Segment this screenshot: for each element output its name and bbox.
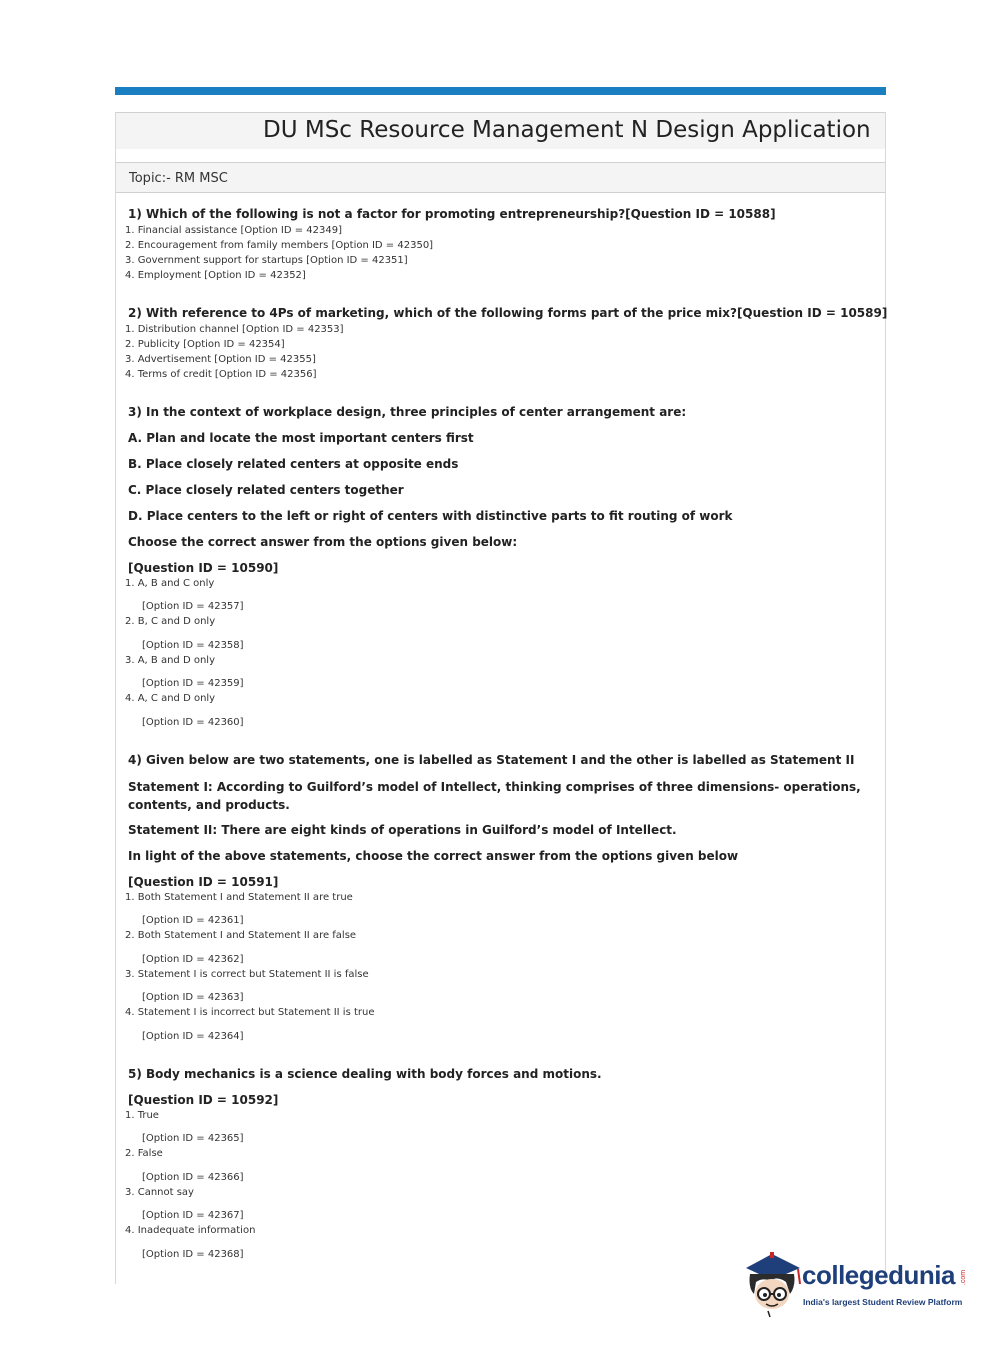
option-id: [Option ID = 42362]: [142, 954, 244, 965]
statement-b: B. Place closely related centers at opposite ends: [128, 457, 459, 471]
option: 4. Terms of credit [Option ID = 42356]: [125, 369, 317, 380]
topic-label: Topic:- RM MSC: [129, 171, 228, 186]
statement-c: C. Place closely related centers together: [128, 483, 404, 497]
question-id: [Question ID = 10592]: [128, 1093, 279, 1107]
logo-tagline: India's largest Student Review Platform: [803, 1297, 963, 1307]
statement-a: A. Plan and locate the most important centers first: [128, 431, 474, 445]
question-id: [Question ID = 10590]: [128, 561, 279, 575]
option: 3. Advertisement [Option ID = 42355]: [125, 354, 316, 365]
option-id: [Option ID = 42358]: [142, 640, 244, 651]
logo-suffix: .com: [960, 1269, 968, 1286]
option-id: [Option ID = 42360]: [142, 717, 244, 728]
option: 2. Publicity [Option ID = 42354]: [125, 339, 285, 350]
question-5: 5) Body mechanics is a science dealing with body forces and motions.: [128, 1067, 602, 1081]
header-spacer: [116, 149, 885, 163]
option-id: [Option ID = 42368]: [142, 1249, 244, 1260]
option: 4. Inadequate information: [125, 1225, 256, 1236]
option-id: [Option ID = 42367]: [142, 1210, 244, 1221]
collegedunia-logo[interactable]: [742, 1248, 972, 1318]
instruction: Choose the correct answer from the options given below:: [128, 535, 518, 549]
option: 4. A, C and D only: [125, 693, 216, 704]
option: 1. Distribution channel [Option ID = 42353]: [125, 324, 344, 335]
option: 1. True: [125, 1110, 159, 1121]
option-id: [Option ID = 42366]: [142, 1172, 244, 1183]
mascot-icon: [742, 1248, 804, 1318]
document-page: [115, 112, 886, 1284]
option: 2. Encouragement from family members [Option ID = 42350]: [125, 240, 434, 251]
question-1: 1) Which of the following is not a factor for promoting entrepreneurship?[Question ID = 10588]: [128, 207, 776, 221]
option-id: [Option ID = 42357]: [142, 601, 244, 612]
option-id: [Option ID = 42361]: [142, 915, 244, 926]
option: 2. Both Statement I and Statement II are false: [125, 930, 357, 941]
page-title: DU MSc Resource Management N Design Application: [263, 117, 871, 143]
option: 3. Statement I is correct but Statement II is false: [125, 969, 369, 980]
option-id: [Option ID = 42359]: [142, 678, 244, 689]
question-4: 4) Given below are two statements, one is labelled as Statement I and the other is labelled as Statement II: [128, 753, 855, 767]
top-accent-bar: [115, 87, 886, 95]
option-id: [Option ID = 42365]: [142, 1133, 244, 1144]
statement-2: Statement II: There are eight kinds of operations in Guilford’s model of Intellect.: [128, 823, 677, 837]
topic-header: [116, 163, 885, 193]
option: 3. A, B and D only: [125, 655, 215, 666]
question-id: [Question ID = 10591]: [128, 875, 279, 889]
title-header: [116, 112, 885, 150]
option: 2. False: [125, 1148, 163, 1159]
option: 4. Employment [Option ID = 42352]: [125, 270, 306, 281]
option: 1. A, B and C only: [125, 578, 215, 589]
option: 2. B, C and D only: [125, 616, 216, 627]
option-id: [Option ID = 42363]: [142, 992, 244, 1003]
instruction: In light of the above statements, choose the correct answer from the options given below: [128, 849, 739, 863]
statement-d: D. Place centers to the left or right of centers with distinctive parts to fit routing of work: [128, 509, 733, 523]
option: 1. Both Statement I and Statement II are true: [125, 892, 353, 903]
question-3: 3) In the context of workplace design, three principles of center arrangement are:: [128, 405, 687, 419]
option-id: [Option ID = 42364]: [142, 1031, 244, 1042]
statement-1: Statement I: According to Guilford’s model of Intellect, thinking comprises of three dimensions- operations, contents, and products.: [128, 780, 861, 812]
option: 3. Cannot say: [125, 1187, 194, 1198]
logo-name: collegedunia: [802, 1260, 955, 1290]
question-2: 2) With reference to 4Ps of marketing, which of the following forms part of the price mix?[Question ID = 10589]: [128, 306, 888, 320]
option: 4. Statement I is incorrect but Statement II is true: [125, 1007, 375, 1018]
option: 3. Government support for startups [Option ID = 42351]: [125, 255, 408, 266]
option: 1. Financial assistance [Option ID = 42349]: [125, 225, 342, 236]
